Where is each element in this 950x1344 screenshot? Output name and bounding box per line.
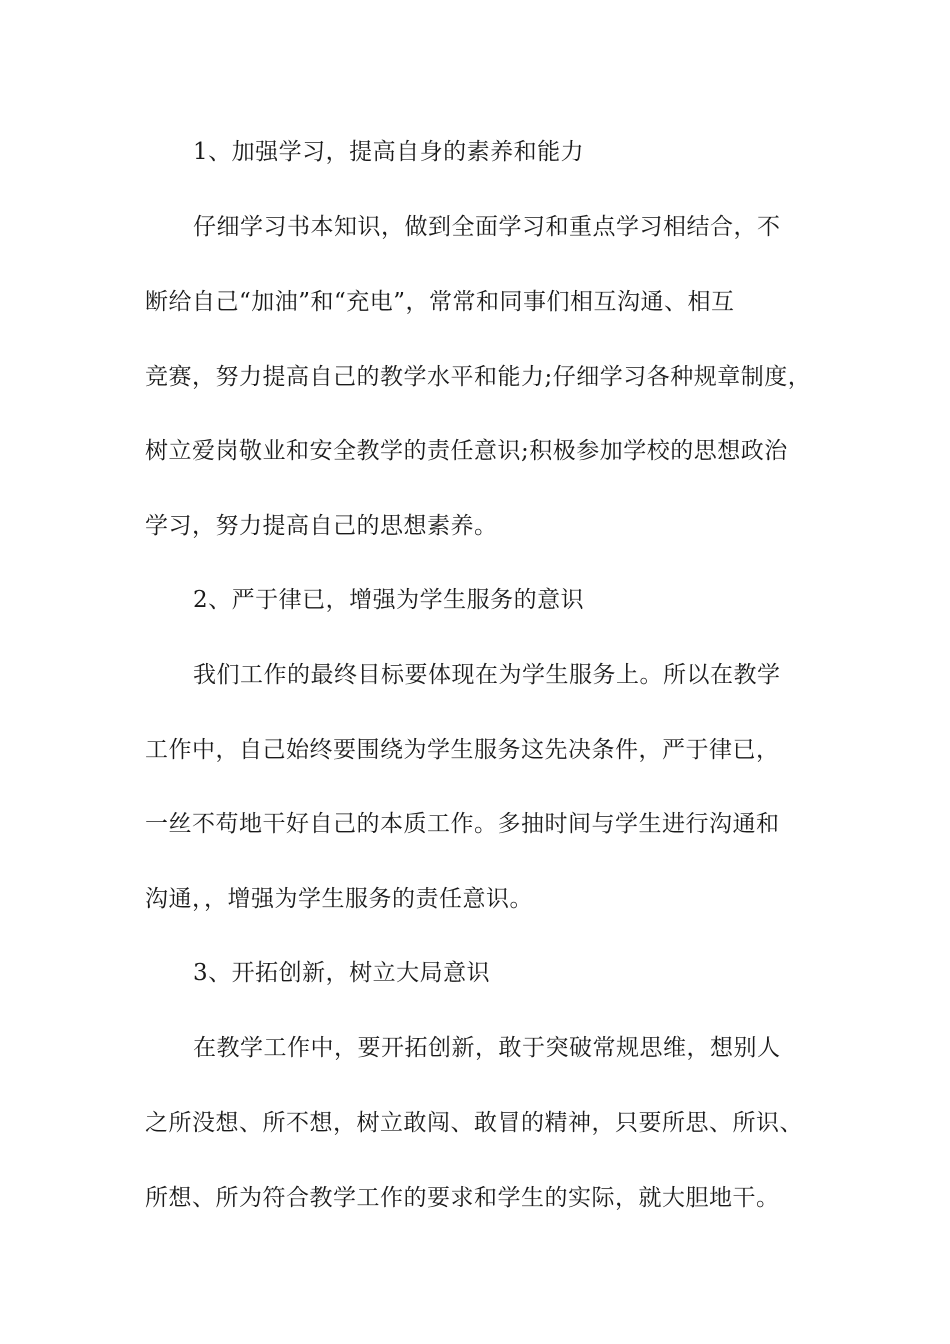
paragraph-line: 所想、所为符合教学工作的要求和学生的实际，就大胆地干。 bbox=[145, 1185, 780, 1211]
paragraph-line: 工作中，自己始终要围绕为学生服务这先决条件，严于律已， bbox=[145, 737, 780, 763]
paragraph-line: 在教学工作中，要开拓创新，敢于突破常规思维，想别人 bbox=[193, 1035, 781, 1061]
paragraph-line: 一丝不苟地干好自己的本质工作。多抽时间与学生进行沟通和 bbox=[145, 811, 780, 837]
heading-1: 1、加强学习，提高自身的素养和能力 bbox=[193, 139, 585, 165]
paragraph-line: 之所没想、所不想，树立敢闯、敢冒的精神，只要所思、所识、 bbox=[145, 1110, 803, 1136]
paragraph-line: 断给自己“加油”和“充电”，常常和同事们相互沟通、相互 bbox=[145, 289, 735, 315]
paragraph-line: 竞赛，努力提高自己的教学水平和能力;仔细学习各种规章制度， bbox=[145, 364, 812, 390]
paragraph-line: 仔细学习书本知识，做到全面学习和重点学习相结合，不 bbox=[193, 214, 781, 240]
paragraph-line: 树立爱岗敬业和安全教学的责任意识;积极参加学校的思想政治 bbox=[145, 438, 788, 464]
paragraph-line: 学习，努力提高自己的思想素养。 bbox=[145, 513, 498, 539]
heading-3: 3、开拓创新，树立大局意识 bbox=[193, 960, 491, 986]
heading-2: 2、严于律已，增强为学生服务的意识 bbox=[193, 587, 585, 613]
paragraph-line: 我们工作的最终目标要体现在为学生服务上。所以在教学 bbox=[193, 662, 781, 688]
paragraph-line: 沟通，，增强为学生服务的责任意识。 bbox=[145, 886, 533, 912]
